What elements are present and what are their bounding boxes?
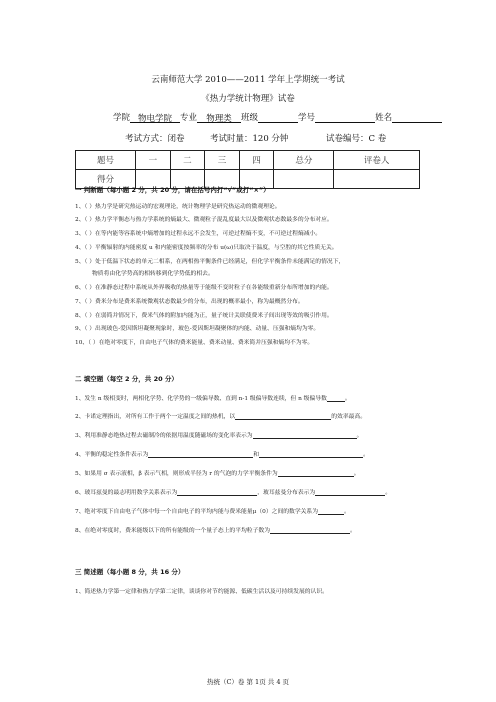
judge-question: 5、（ ）处于低温下状态的单元二相系，在两相热平衡条件已经满足，但化学平衡条件未能满足的情况下，	[75, 259, 345, 265]
fill-question-mid: 和	[253, 452, 260, 458]
fill-question-text: 3、利用准静态绝热过程去磁制冷的依据用温度随磁场的变化率表示为	[75, 433, 253, 439]
fill-question-text: 2、卡诺定理指出，对所有工作于两个一定温度之间的热机，以	[75, 414, 236, 420]
judge-question: 9、（ ）出现玻色-爱因斯坦凝聚现象时，玻色-爱因斯坦凝聚体的内能、动量、压强和熵均为零。	[75, 326, 320, 332]
answer-blank[interactable]	[253, 432, 357, 439]
paper-number: 试卷编号：C 卷	[326, 134, 387, 144]
judge-question: 6、（ ）在准静态过程中系统从外界吸收的热量等于能级不变时粒子在各能级重新分布所增加的内能。	[75, 285, 333, 291]
student-id-field[interactable]	[315, 112, 375, 123]
fill-question	[75, 506, 350, 515]
fill-question-tail: 。	[363, 452, 369, 458]
judge-question: 10、（ ）在绝对零度下，自由电子气体的费米能量、费米动量、费米简并压强和熵均不为零。	[75, 340, 314, 346]
judge-question: 4、（ ）平衡辐射的内能密度 u 和内能密度按频率的分布 u(ω)只取决于温度，与空腔的其它性质无关。	[75, 245, 338, 251]
section3-title: 三 简述题（每小题 8 分，共 16 分）	[75, 568, 185, 576]
fill-question-text: 7、绝对零度下自由电子气体中每一个自由电子的平均内能与费米能量μ（0）之间的数学关系为	[75, 509, 319, 515]
fill-question-text: 6、玻耳兹曼的最志明用数学关系表示为	[75, 490, 178, 496]
exam-time: 考试时量：120 分钟	[210, 134, 289, 144]
section2-title: 二 填空题（每空 2 分，共 20 分）	[75, 375, 178, 383]
answer-blank[interactable]	[315, 489, 385, 496]
college-value: 物电学院	[138, 114, 173, 124]
fill-question	[75, 468, 360, 477]
short-answer-question: 1、简述热力学第一定律和热力学第二定律，谈谈你对节约能源、低碳生活以及可持续发展的认识。	[75, 589, 328, 595]
major-value: 物理类	[206, 114, 232, 124]
exam-title: 云南师范大学 2010——2011 学年上学期统一考试	[151, 75, 345, 85]
major-field[interactable]	[197, 112, 241, 123]
answer-blank[interactable]	[259, 451, 363, 458]
score-cell[interactable]	[334, 170, 420, 189]
score-header-cell: 题号	[76, 151, 136, 170]
answer-blank[interactable]	[177, 489, 257, 496]
fill-question-tail: 。	[385, 490, 392, 496]
fill-question	[75, 430, 362, 439]
fill-question-tail: 的效率最高。	[331, 414, 367, 420]
answer-blank[interactable]	[278, 470, 354, 477]
college-field[interactable]	[130, 112, 180, 123]
fill-question-tail: 。	[353, 471, 360, 477]
exam-method: 考试方式：闭卷	[125, 134, 185, 144]
fill-question-tail: 。	[356, 433, 363, 439]
fill-question	[75, 487, 391, 496]
name-field[interactable]	[392, 112, 442, 123]
section1-title: 一 判断题（每小题 2 分，共 20 分，请在括号内打“√”或打“×”）	[75, 186, 270, 194]
answer-blank[interactable]	[148, 451, 253, 458]
answer-blank[interactable]	[235, 413, 331, 420]
college-label: 学院	[113, 113, 131, 123]
score-header-cell: 评卷人	[334, 151, 420, 170]
judge-question: 3、（ ）在等内能等容系统中熵增加的过程永远不会发生，可逆过程熵不变，不可逆过程熵减小。	[75, 231, 322, 237]
exam-subtitle: 《热力学统计物理》试卷	[201, 94, 295, 104]
class-label: 班级	[241, 113, 259, 123]
student-id-label: 学号	[298, 113, 316, 123]
fill-question-mid: ，玻耳兹曼分布表示为	[257, 490, 316, 496]
score-table	[75, 150, 420, 189]
answer-blank[interactable]	[318, 508, 344, 515]
score-row-label: 得分	[76, 170, 136, 189]
judge-question: 7、（ ）费米分布是费米系统微观状态数最少的分布，出现的概率最小，称为最概然分布。	[75, 299, 304, 305]
fill-question-text: 1、发生 n 级相变时，两相化学势、化学势的一级偏导数、直到 n-1 级偏导数连续，但 n 级偏导数	[75, 396, 327, 402]
fill-question-text: 5、如果用 σ 表示液相，β 表示气相，则形成半径为 r 的气泡的力学平衡条件为	[75, 471, 278, 477]
page-footer: 热统（C）卷 第 1页 共 4 页	[206, 678, 290, 686]
class-field[interactable]	[258, 112, 298, 123]
score-cell[interactable]	[274, 170, 334, 189]
score-header-cell: 总分	[274, 151, 334, 170]
score-header-cell: 四	[239, 151, 274, 170]
fill-question-text: 4、平衡的稳定性条件表示为	[75, 452, 149, 458]
score-header-cell: 一	[136, 151, 171, 170]
score-header-cell: 二	[170, 151, 205, 170]
judge-question-continued: 物质将由化学势高的相转移到化学势低的相去。	[92, 271, 214, 277]
score-header-cell: 三	[205, 151, 240, 170]
fill-question-text: 8、在绝对零度时，费米能级以下的所有能级的一个量子态上的平均粒子数为	[75, 528, 270, 534]
fill-question	[75, 525, 356, 534]
major-label: 专业	[180, 113, 198, 123]
score-table-header-row	[76, 151, 420, 170]
judge-question: 2、（ ）热力学平衡态与热力学系统的熵最大、微观粒子混乱度最大以及微观状态数最多的分布对应。	[75, 217, 333, 223]
answer-blank[interactable]	[327, 395, 345, 402]
name-label: 姓名	[375, 113, 393, 123]
judge-question: 8、（ ）在弱简并情况下，费米气体的附加内能为正，量子统计关联使费米子间出现等效的吸引作用。	[75, 313, 333, 319]
fill-question-tail: 。	[344, 509, 350, 515]
fill-question	[75, 393, 351, 402]
student-info-line	[113, 111, 442, 123]
answer-blank[interactable]	[270, 527, 350, 534]
fill-question-tail: 。	[350, 528, 356, 534]
fill-question	[75, 411, 366, 420]
judge-question: 1、（ ）热力学是研究热运动的宏观理论，统计物理学是研究热运动的微观理论。	[75, 204, 281, 210]
fill-question-tail: 。	[344, 396, 351, 402]
fill-question	[75, 449, 369, 458]
